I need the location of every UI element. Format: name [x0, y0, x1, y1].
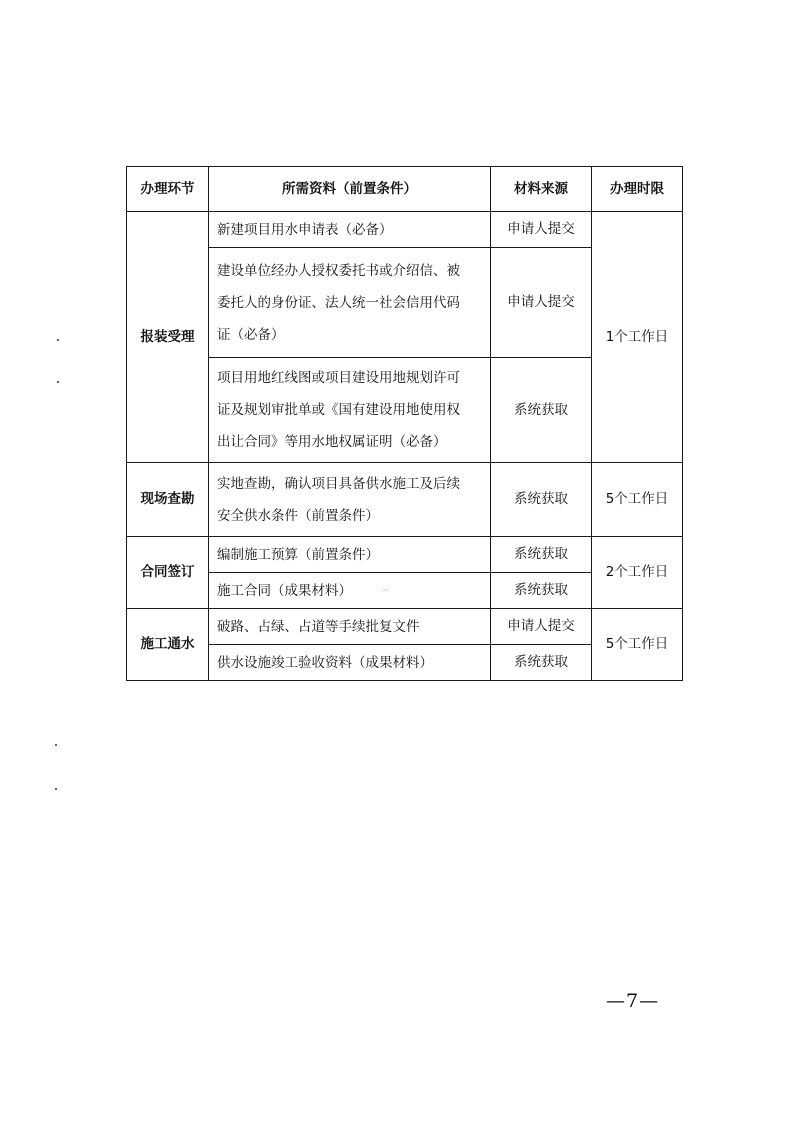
time-limit-cell: 5个工作日	[592, 609, 683, 681]
table-row	[127, 537, 683, 573]
materials-line: 出让合同》等用水地权属证明（必备）	[217, 434, 447, 450]
stage-cell: 合同签订	[127, 537, 209, 609]
source-cell: 申请人提交	[491, 212, 592, 248]
time-limit-cell: 1个工作日	[592, 212, 683, 463]
header-source: 材料来源	[491, 167, 592, 212]
source-cell: 申请人提交	[491, 609, 592, 645]
time-limit-cell: 2个工作日	[592, 537, 683, 609]
materials-line: 编制施工预算（前置条件）	[217, 546, 379, 563]
table-row	[127, 609, 683, 645]
stage-cell: 报装受理	[127, 212, 209, 463]
margin-mark	[55, 788, 57, 790]
materials-cell	[209, 645, 491, 681]
source-cell: 系统获取	[491, 573, 592, 609]
materials-line: 安全供水条件（前置条件）	[217, 507, 379, 524]
margin-mark	[57, 381, 59, 383]
materials-line-text: 施工合同（成果材料）	[217, 582, 346, 599]
table-row	[127, 463, 683, 537]
materials-line: 新建项目用水申请表（必备）	[217, 221, 393, 238]
source-cell: 申请人提交	[491, 248, 592, 358]
materials-cell	[209, 212, 491, 248]
materials-line: 建设单位经办人授权委托书或介绍信、被	[217, 262, 460, 279]
materials-line: 项目用地红线图或项目建设用地规划许可	[217, 370, 460, 386]
table-row	[127, 212, 683, 248]
materials-cell	[209, 573, 491, 609]
stage-cell: 施工通水	[127, 609, 209, 681]
page-number: —7—	[606, 990, 660, 1012]
header-time-limit: 办理时限	[592, 167, 683, 212]
margin-mark	[57, 339, 59, 341]
source-cell: 系统获取	[491, 645, 592, 681]
process-table	[126, 166, 683, 681]
materials-line	[217, 575, 482, 607]
materials-line: 破路、占绿、占道等手续批复文件	[217, 618, 420, 635]
stage-cell: 现场查勘	[127, 463, 209, 537]
materials-line: 实地查勘，确认项目具备供水施工及后续	[217, 475, 460, 492]
table-header-row	[127, 167, 683, 212]
materials-cell	[209, 537, 491, 573]
source-cell: 系统获取	[491, 537, 592, 573]
margin-mark	[55, 744, 57, 746]
source-cell: 系统获取	[491, 463, 592, 537]
materials-line: 供水设施竣工验收资料（成果材料）	[217, 654, 433, 671]
header-materials: 所需资料（前置条件）	[209, 167, 491, 212]
materials-cell	[209, 609, 491, 645]
source-cell: 系统获取	[491, 358, 592, 463]
materials-line: 委托人的身份证、法人统一社会信用代码	[217, 294, 460, 311]
time-limit-cell: 5个工作日	[592, 463, 683, 537]
materials-line: 证及规划审批单或《国有建设用地使用权	[217, 402, 460, 418]
materials-cell	[209, 463, 491, 537]
scan-artifact: ···	[381, 585, 389, 595]
materials-cell	[209, 248, 491, 358]
materials-line: 证（必备）	[217, 326, 285, 343]
header-stage: 办理环节	[127, 167, 209, 212]
materials-cell	[209, 358, 491, 463]
